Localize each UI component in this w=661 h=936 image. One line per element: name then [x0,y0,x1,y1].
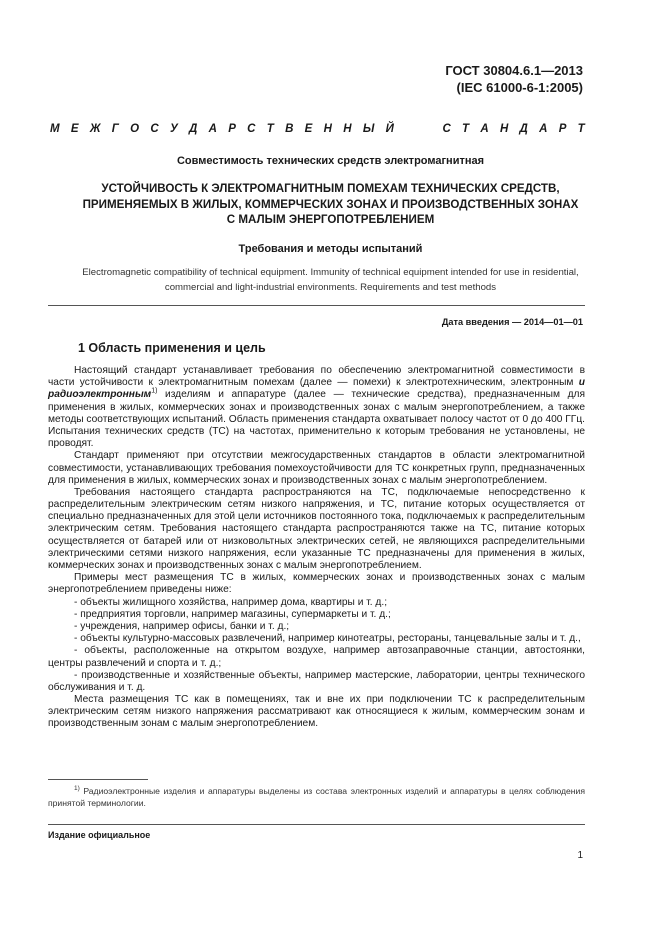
banner-letter: Т [577,123,585,135]
compat-heading: Совместимость технических средств электромагнитная [176,155,485,167]
banner-letter: А [208,123,217,135]
banner-letter: Т [462,123,470,135]
list-item: - объекты жилищного хозяйства, например дома, квартиры и т. д.; [74,596,388,608]
english-title-line: commercial and light-industrial environments. Requirements and test methods [164,281,497,293]
title-line: ПРИМЕНЯЕМЫХ В ЖИЛЫХ, КОММЕРЧЕСКИХ ЗОНАХ И ПРОИЗВОДСТВЕННЫХ ЗОНАХ [82,197,579,211]
banner-letter: Д [189,123,198,135]
banner-letter: Г [111,123,119,135]
body-text [48,365,585,731]
paragraph-text: Настоящий стандарт устанавливает требования по обеспечению электромагнитной совместимости в части устойчивости к электромагнитным помехам (далее — помехи) к электротехническим, электронным [48,365,585,389]
banner-letter: С [247,123,256,135]
banner-letter: Ы [362,123,375,135]
banner-letter: Е [304,123,313,135]
paragraph: Стандарт применяют при отсутствии межгосударственных стандартов в области электромагнитной совместимости, устанавливающих требования помехоустойчивости для ТС конкретных групп, предназначенных для применения в жилых, коммерческих зонах и производственных зонах с малым энергопотреблением. [48,450,585,486]
english-title [48,266,613,295]
banner-letter: Р [228,123,236,135]
edition-label: Издание официальное [48,830,151,840]
title-line: С МАЛЫМ ЭНЕРГОПОТРЕБЛЕНИЕМ [226,213,435,226]
banner-letter: О [130,123,140,135]
banner-letter: С [150,123,159,135]
interstate-standard-banner [50,123,585,135]
page-number: 1 [577,850,583,861]
list-item: - учреждения, например офисы, банки и т. д.; [74,620,290,632]
paragraph: Требования настоящего стандарта распространяются на ТС, подключаемые непосредственно к распределительным электрическим сетям низкого напряжения, и ТС, питание которых осуществляется от специально предназначенных для этой цели источников постоянного тока, подключаемых к распределительным электрическим сетям. Требования настоящего стандарта распространяются также на ТС, питание которых осуществляется от батарей или от низковольтных электрических сетей, не являющихся распределительными электрическими сетями низкого напряжения, если указанные ТС предназначены для применения в жилых, коммерческих зонах и производственных зонах с малым энергопотреблением. [48,486,585,571]
footnote-ref: 1) [151,387,158,395]
introduction-date: Дата введения — 2014—01—01 [441,317,583,327]
banner-letter: Т [266,123,274,135]
banner-gap [405,123,431,135]
paragraph: Места размещения ТС как в помещениях, так и вне их при подключении ТС к распределительным электрическим сетям низкого напряжения рассматривают как относящиеся к жилым, коммерческим зонам и производственным зонам с малым энергопотреблением. [48,694,585,730]
list-item: - объекты культурно-массовых развлечений, например кинотеатры, рестораны, танцевальные залы и т. д., [74,633,581,645]
list-item: - объекты, расположенные на открытом воздухе, например автозаправочные станции, автостоянки, центры развлечений и спорта и т. д.; [48,645,585,669]
english-title-line: Electromagnetic compatibility of technical equipment. Immunity of technical equipment intended for use in residential, [82,267,579,278]
banner-letter: С [442,123,451,135]
banner-letter: В [285,123,294,135]
list-item: - предприятия торговли, например магазины, супермаркеты и т. д.; [74,608,391,620]
banner-letter: Н [499,123,509,135]
banner-letter: Р [558,123,567,135]
banner-letter: А [539,123,548,135]
banner-letter: У [169,123,178,135]
standard-designation [445,62,583,96]
footnote-mark: 1) [74,785,80,793]
list-item: - производственные и хозяйственные объекты, например мастерские, лаборатории, центры технического обслуживания и т. д. [48,669,585,693]
standard-number: ГОСТ 30804.6.1—2013 [445,63,583,78]
banner-letter: Н [343,123,352,135]
paragraph [48,365,585,450]
banner-letter: Ж [89,123,101,135]
footnote-rule [48,779,148,780]
divider-rule [48,305,585,306]
emphasis-text: и радиоэлектронным [48,377,585,401]
banner-letter: Е [70,123,79,135]
document-title [48,181,613,228]
banner-letter: М [50,123,60,135]
title-line: УСТОЙЧИВОСТЬ К ЭЛЕКТРОМАГНИТНЫМ ПОМЕХАМ ТЕХНИЧЕСКИХ СРЕДСТВ, [101,182,560,195]
banner-letter: А [480,123,489,135]
bottom-rule [48,824,585,825]
paragraph-text: изделиям и аппаратуре (далее — технические средства), предназначенным для применения в жилых, коммерческих зонах и производственных зонах с малым энергопотреблением, а также методы соответствующих испытаний. Область применения стандарта охватывает полосу частот от 0 до 400 ГГц. Испытания технических средств (ТС) на частотах, применительно к которым требования не установлены, не проводят. [48,389,585,450]
document-subtitle: Требования и методы испытаний [238,243,423,255]
iec-number: (IEC 61000-6-1:2005) [456,80,583,95]
footnote-body: Радиоэлектронные изделия и аппаратуры выделены из состава электронных изделий и аппаратуры в целях соблюдения принятой терминологии. [48,786,585,808]
footnote [48,786,585,809]
paragraph: Примеры мест размещения ТС в жилых, коммерческих зонах и производственных зонах с малым энергопотреблением приведены ниже: [48,572,585,596]
banner-letter: Й [385,123,394,135]
section-heading: 1 Область применения и цель [78,341,266,355]
banner-letter: Д [519,123,528,135]
banner-letter: Н [323,123,332,135]
footnote-text [48,786,585,809]
